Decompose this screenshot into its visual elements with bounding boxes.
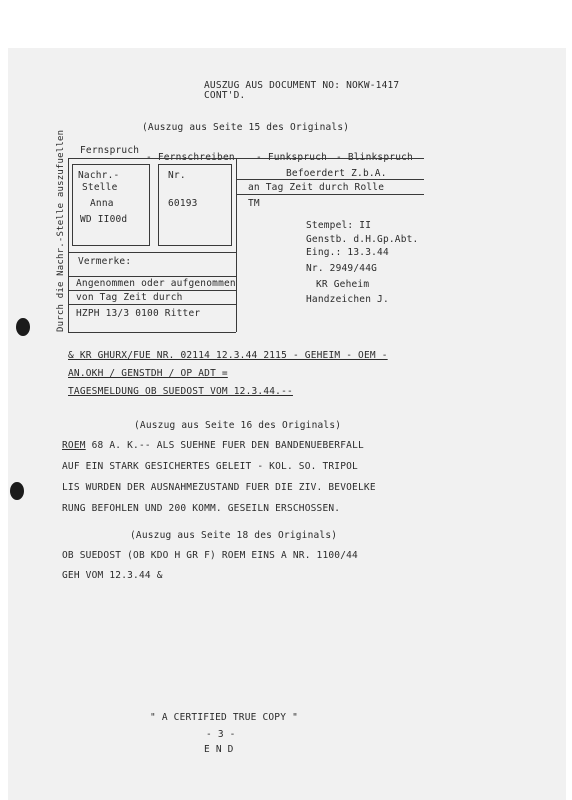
nachr-stelle-label-1: Nachr.-: [78, 170, 120, 181]
form-top-rule: [68, 158, 424, 159]
message-line-2: AN.OKH / GENSTDH / OP ADT =: [68, 368, 228, 379]
received-columns: von Tag Zeit durch: [76, 292, 183, 303]
befoerdert-rule: [236, 179, 424, 180]
type-fernspruch: Fernspruch: [80, 145, 140, 156]
received-row: HZPH 13/3 0100 Ritter: [76, 308, 201, 319]
stamp-nr: Nr. 2949/44G: [306, 263, 378, 274]
form-left-rule: [68, 158, 69, 332]
certified-copy: " A CERTIFIED TRUE COPY ": [150, 712, 298, 723]
closing-line-1: OB SUEDOST (OB KDO H GR F) ROEM EINS A NR. 1100/44: [62, 550, 358, 561]
form-bottom-rule: [68, 332, 236, 333]
report-line-1: [62, 440, 364, 451]
angenommen-top-rule: [68, 276, 236, 277]
report-line-4: RUNG BEFOHLEN UND 200 KOMM. GESEILN ERSCHOSSEN.: [62, 503, 341, 514]
stempel: Stempel: II: [306, 220, 372, 231]
vermerke-label: Vermerke:: [78, 256, 132, 267]
message-line-1: & KR GHURX/FUE NR. 02114 12.3.44 2115 - GEHEIM - OEM -: [68, 350, 388, 361]
report-line-2: AUF EIN STARK GESICHERTES GELEIT - KOL. SO. TRIPOL: [62, 461, 358, 472]
excerpt-page-15: (Auszug aus Seite 15 des Originals): [142, 122, 350, 133]
kr-geheim: KR Geheim: [316, 279, 370, 290]
received-columns-rule: [68, 304, 236, 305]
document-reference: AUSZUG AUS DOCUMENT NO: NOKW-1417: [204, 80, 400, 91]
side-instruction: Durch die Nachr.-Stelle auszufuellen: [56, 129, 66, 332]
angenommen-label: Angenommen oder aufgenommen: [76, 278, 236, 289]
end-marker: E N D: [204, 744, 234, 755]
type-funkspruch: - Funkspruch: [256, 152, 328, 163]
befoerdert-columns: an Tag Zeit durch Rolle: [248, 182, 385, 193]
eingang: Eing.: 13.3.44: [306, 247, 389, 258]
vermerke-rule: [68, 252, 236, 253]
handzeichen: Handzeichen J.: [306, 294, 389, 305]
nachr-stelle-label-2: Stelle: [82, 182, 118, 193]
befoerdert-cols-rule: [236, 194, 424, 195]
punch-hole-top: [16, 318, 30, 336]
nachr-stelle-name: Anna: [90, 198, 114, 209]
nr-label: Nr.: [168, 170, 186, 181]
report-line-1-rest: 68 A. K.-- ALS SUEHNE FUER DEN BANDENUEBERFALL: [91, 440, 364, 451]
document-contd: CONT'D.: [204, 90, 246, 101]
report-unit: ROEM: [62, 440, 86, 451]
befoerdert-label: Befoerdert Z.b.A.: [286, 168, 387, 179]
nachr-stelle-code: WD II00d: [80, 214, 128, 225]
punch-hole-bottom: [10, 482, 24, 500]
closing-line-2: GEH VOM 12.3.44 &: [62, 570, 163, 581]
report-line-3: LIS WURDEN DER AUSNAHMEZUSTAND FUER DIE ZIV. BEVOELKE: [62, 482, 376, 493]
message-line-3: TAGESMELDUNG OB SUEDOST VOM 12.3.44.--: [68, 386, 293, 397]
type-fernschreiben: - Fernschreiben: [146, 152, 235, 163]
form-middle-rule: [236, 158, 237, 332]
excerpt-page-18: (Auszug aus Seite 18 des Originals): [130, 530, 338, 541]
genstb: Genstb. d.H.Gp.Abt.: [306, 234, 419, 245]
excerpt-page-16: (Auszug aus Seite 16 des Originals): [134, 420, 342, 431]
page-number: - 3 -: [206, 729, 236, 740]
angenommen-rule: [68, 290, 236, 291]
type-blinkspruch: - Blinkspruch: [336, 152, 413, 163]
nr-value: 60193: [168, 198, 198, 209]
tm-label: TM: [248, 198, 260, 209]
